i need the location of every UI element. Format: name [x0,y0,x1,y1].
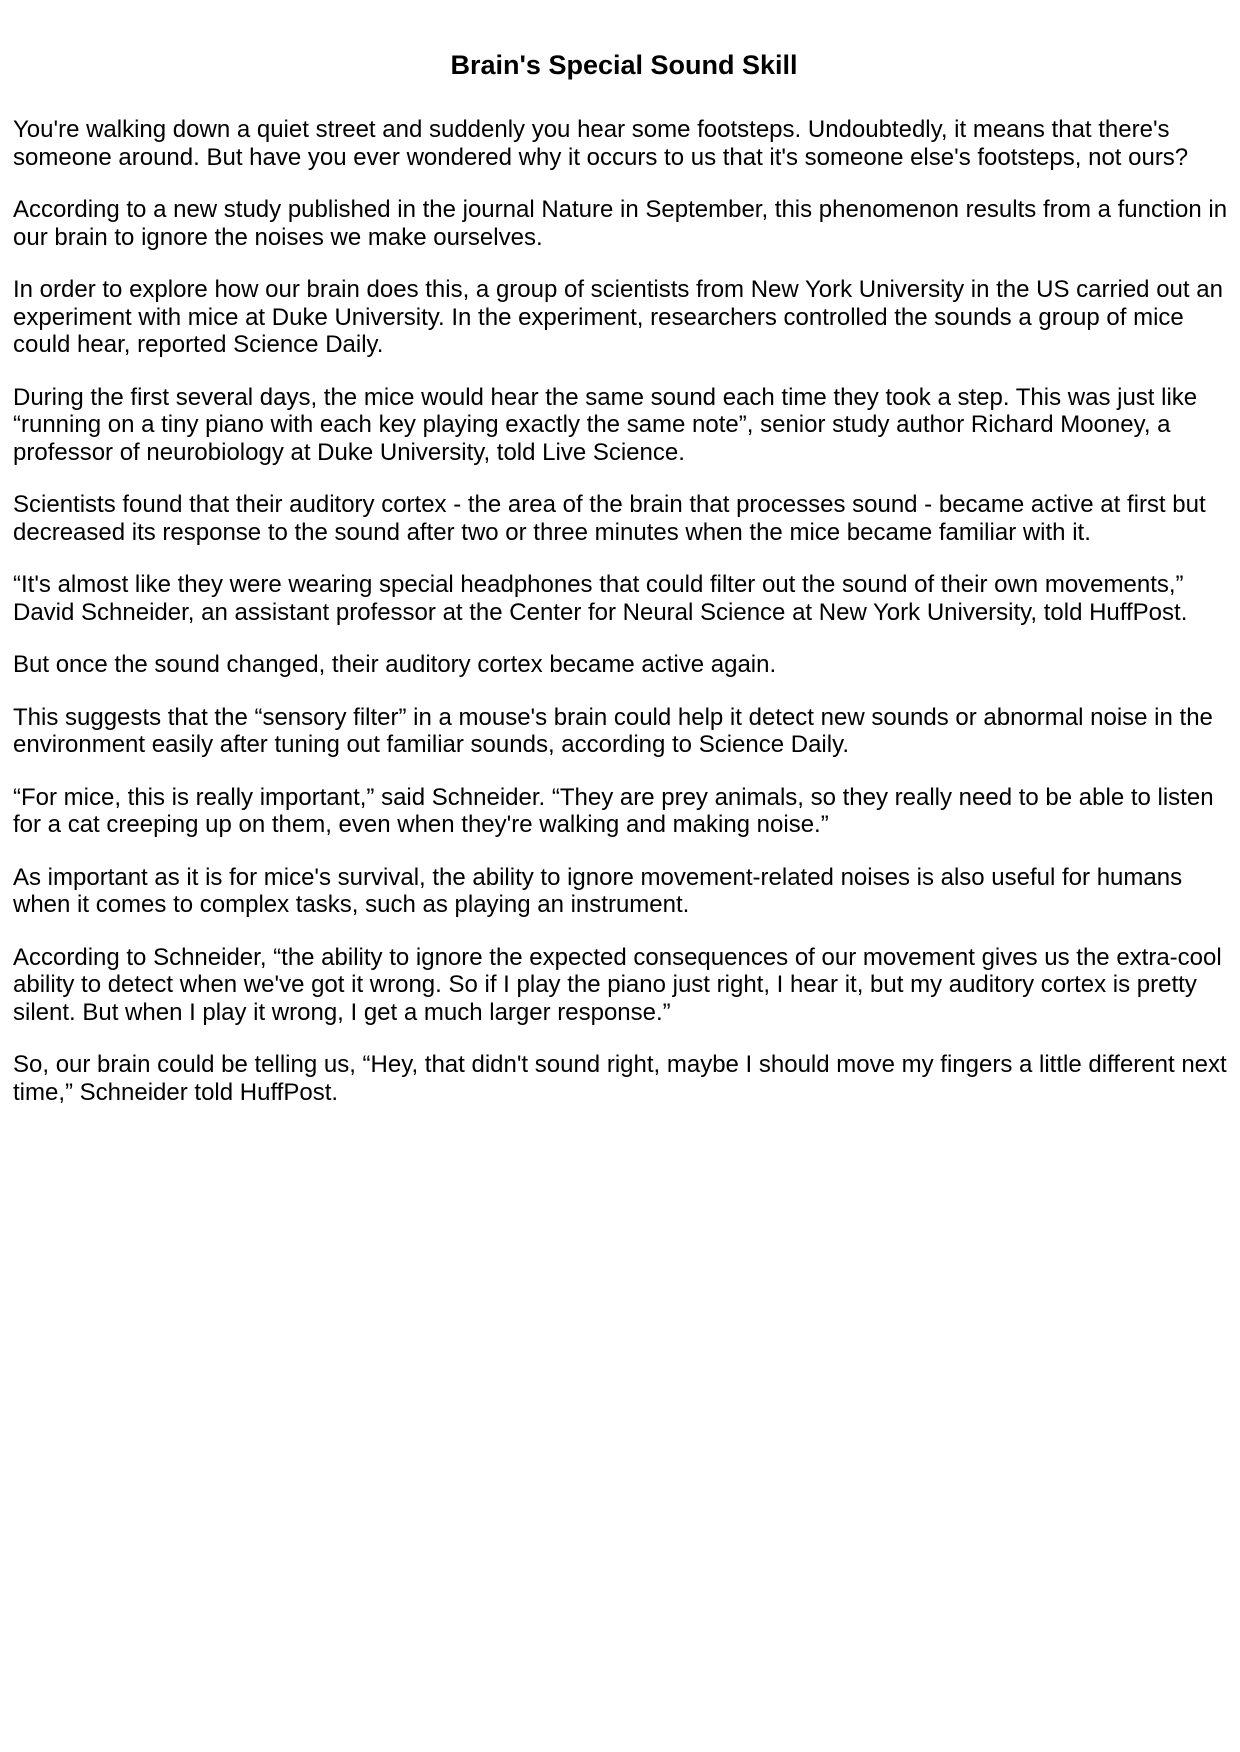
paragraph-2: According to a new study published in the journal Nature in September, this phenomenon results from a function in our brain to ignore the noises we make ourselves. [13,196,1228,251]
paragraph-7: But once the sound changed, their auditory cortex became active again. [13,651,777,678]
paragraph-8: This suggests that the “sensory filter” in a mouse's brain could help it detect new sounds or abnormal noise in the environment easily after tuning out familiar sounds, according to Science Daily. [13,703,1213,758]
article-title: Brain's Special Sound Skill [450,50,798,80]
paragraph-5: Scientists found that their auditory cortex - the area of the brain that processes sound - became active at first but decreased its response to the sound after two or three minutes when the mice became familiar with it. [13,491,1206,546]
paragraph-6: “It's almost like they were wearing special headphones that could filter out the sound of their own movements,” David Schneider, an assistant professor at the Center for Neural Science at New York University, told HuffPost. [13,571,1188,626]
paragraph-3: In order to explore how our brain does this, a group of scientists from New York University in the US carried out an experiment with mice at Duke University. In the experiment, researchers controlled the sounds a group of mice could hear, reported Science Daily. [13,276,1223,358]
paragraph-9: “For mice, this is really important,” said Schneider. “They are prey animals, so they really need to be able to listen for a cat creeping up on them, even when they're walking and making noise.” [13,783,1214,838]
paragraph-4: During the first several days, the mice would hear the same sound each time they took a step. This was just like “running on a tiny piano with each key playing exactly the same note”, senior study author Richard Mooney, a professor of neurobiology at Duke University, told Live Science. [13,383,1198,466]
paragraph-1: You're walking down a quiet street and suddenly you hear some footsteps. Undoubtedly, it means that there's someone around. But have you ever wondered why it occurs to us that it's someone else's footsteps, not ours? [13,116,1189,171]
paragraph-12: So, our brain could be telling us, “Hey, that didn't sound right, maybe I should move my fingers a little different next time,” Schneider told HuffPost. [13,1051,1227,1106]
paragraph-10: As important as it is for mice's survival, the ability to ignore movement-related noises is also useful for humans when it comes to complex tasks, such as playing an instrument. [13,863,1183,918]
article [13,46,1235,1131]
paragraph-11: According to Schneider, “the ability to ignore the expected consequences of our movement gives us the extra-cool ability to detect when we've got it wrong. So if I play the piano just right, I hear it, but my auditory cortex is pretty silent. But when I play it wrong, I get a much larger response.” [13,943,1222,1026]
